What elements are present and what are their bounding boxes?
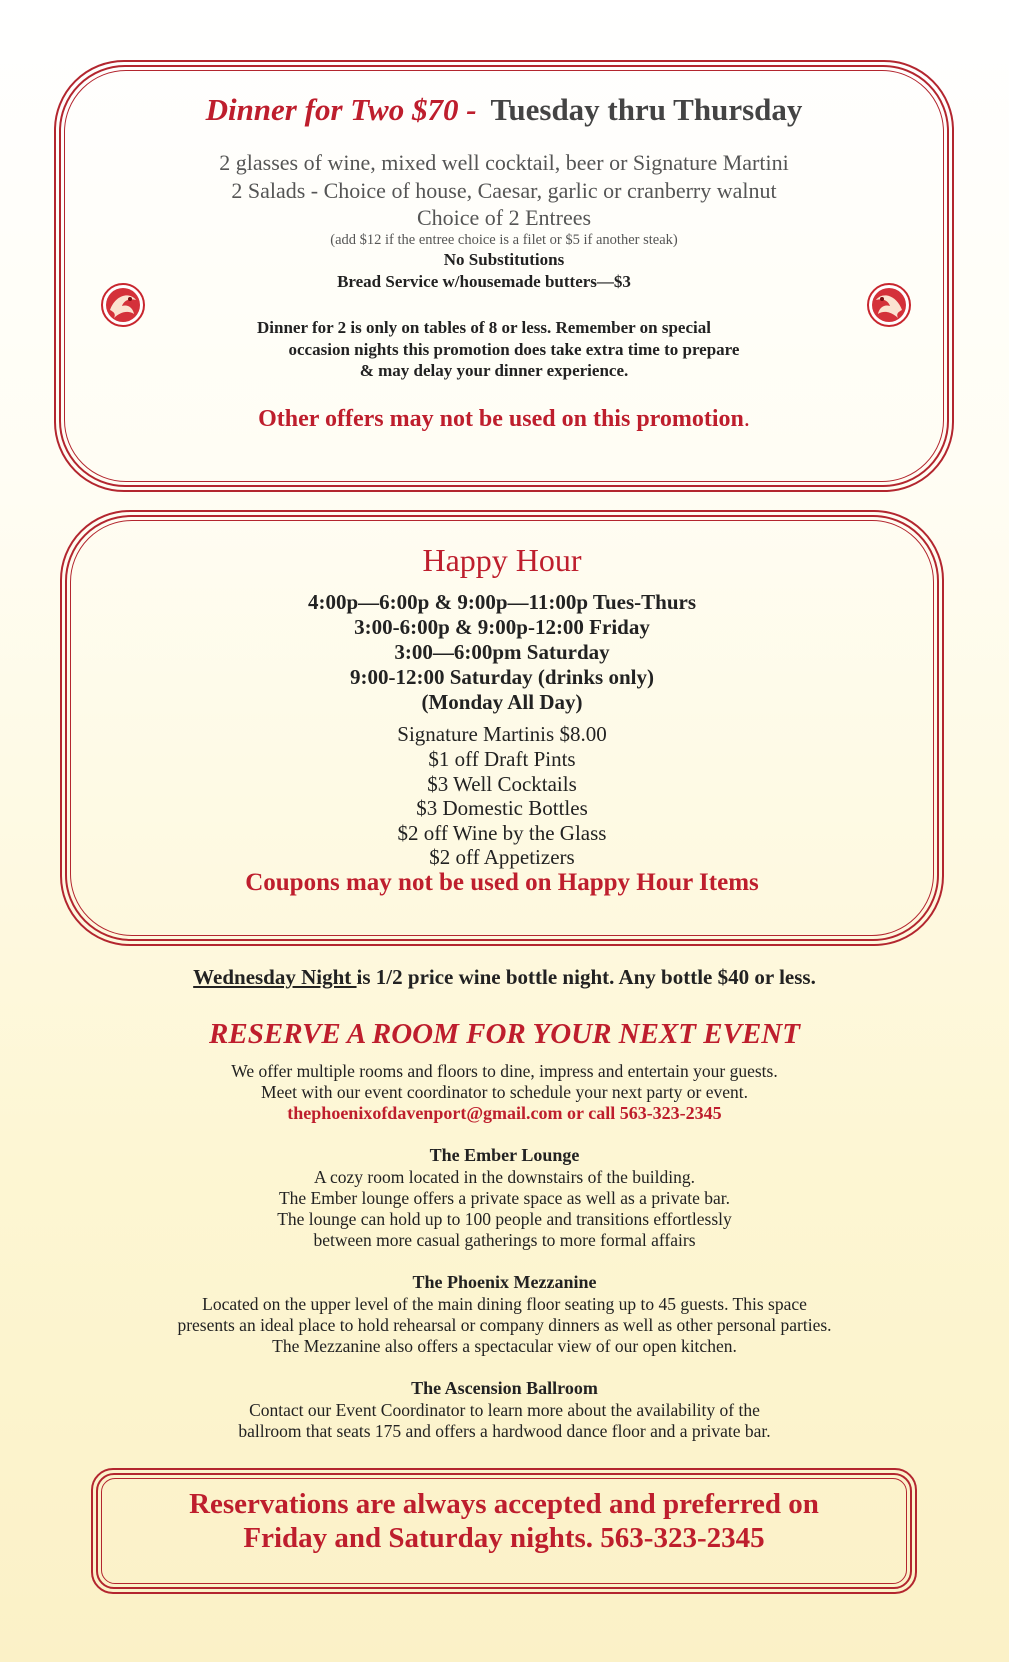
reservations-line-1: Reservations are always accepted and preferred on (189, 1488, 819, 1520)
room-description-line: presents an ideal place to hold rehearsal or company dinners as well as other personal parties. (177, 1315, 832, 1335)
room-description-line: between more casual gatherings to more formal affairs (313, 1230, 696, 1250)
room-description-line: Contact our Event Coordinator to learn more about the availability of the (249, 1400, 760, 1420)
wednesday-promo-text: is 1/2 price wine bottle night. Any bottle $40 or less. (356, 965, 816, 989)
dinner-line-entrees: Choice of 2 Entrees (416, 205, 592, 230)
dinner-line-drinks: 2 glasses of wine, mixed well cocktail, beer or Signature Martini (219, 150, 789, 175)
dinner-bread-service: Bread Service w/housemade butters—$3 (337, 272, 631, 291)
dinner-policy-2: occasion nights this promotion does take extra time to prepare (288, 340, 740, 359)
happy-hour-title: Happy Hour (422, 542, 582, 578)
reservations-box (91, 1468, 917, 1594)
room-title-ember-lounge: The Ember Lounge (429, 1145, 580, 1165)
happy-hour-item: $3 Domestic Bottles (416, 796, 588, 820)
events-intro-1: We offer multiple rooms and floors to dine, impress and entertain your guests. (231, 1061, 778, 1081)
events-contact: thephoenixofdavenport@gmail.com or call 563-323-2345 (287, 1103, 722, 1123)
happy-hour-item: Signature Martinis $8.00 (397, 722, 607, 746)
happy-hour-time: (Monday All Day) (421, 690, 583, 714)
happy-hour-item: $2 off Wine by the Glass (397, 821, 607, 845)
happy-hour-box (60, 510, 944, 946)
room-description-line: Located on the upper level of the main dining floor seating up to 45 guests. This space (202, 1294, 807, 1314)
room-description-line: The Mezzanine also offers a spectacular view of our open kitchen. (272, 1336, 737, 1356)
room-title-ascension-ballroom: The Ascension Ballroom (411, 1378, 598, 1398)
happy-hour-time: 3:00—6:00pm Saturday (394, 640, 610, 664)
reservations-line-2: Friday and Saturday nights. 563-323-2345 (243, 1522, 765, 1554)
dinner-title (56, 92, 952, 128)
wednesday-promo (0, 965, 1009, 990)
happy-hour-item: $2 off Appetizers (429, 845, 575, 869)
dinner-title-days: Tuesday thru Thursday (490, 92, 803, 127)
events-intro-2: Meet with our event coordinator to schedule your next party or event. (261, 1082, 748, 1102)
phoenix-logo-icon (100, 282, 146, 328)
phoenix-logo-icon (866, 282, 912, 328)
room-description-line: The Ember lounge offers a private space as well as a private bar. (278, 1188, 731, 1208)
room-description-line: ballroom that seats 175 and offers a hardwood dance floor and a private bar. (238, 1421, 771, 1441)
dinner-policy-3: & may delay your dinner experience. (359, 361, 629, 380)
room-title-phoenix-mezzanine: The Phoenix Mezzanine (412, 1272, 597, 1292)
happy-hour-item: $3 Well Cocktails (427, 772, 577, 796)
dinner-no-substitutions: No Substitutions (443, 250, 565, 269)
happy-hour-time: 3:00-6:00p & 9:00p-12:00 Friday (354, 615, 650, 639)
events-heading: RESERVE A ROOM FOR YOUR NEXT EVENT (209, 1018, 800, 1050)
happy-hour-time: 9:00-12:00 Saturday (drinks only) (350, 665, 654, 689)
dinner-title-price: Dinner for Two $70 - (205, 92, 477, 127)
room-description-line: A cozy room located in the downstairs of the building. (313, 1167, 696, 1187)
dinner-offer-note: Other offers may not be used on this promotion. (258, 406, 750, 432)
dinner-for-two-box (54, 60, 954, 492)
room-description-line: The lounge can hold up to 100 people and transitions effortlessly (277, 1209, 732, 1229)
happy-hour-coupon-note: Coupons may not be used on Happy Hour Items (245, 869, 759, 896)
wednesday-night-label: Wednesday Night (193, 965, 357, 989)
dinner-line-salads: 2 Salads - Choice of house, Caesar, garlic or cranberry walnut (231, 178, 777, 203)
happy-hour-item: $1 off Draft Pints (428, 747, 576, 771)
happy-hour-time: 4:00p—6:00p & 9:00p—11:00p Tues-Thurs (308, 590, 696, 614)
dinner-note: (add $12 if the entree choice is a filet or $5 if another steak) (330, 232, 678, 248)
dinner-policy-1: Dinner for 2 is only on tables of 8 or less. Remember on special (257, 318, 711, 337)
